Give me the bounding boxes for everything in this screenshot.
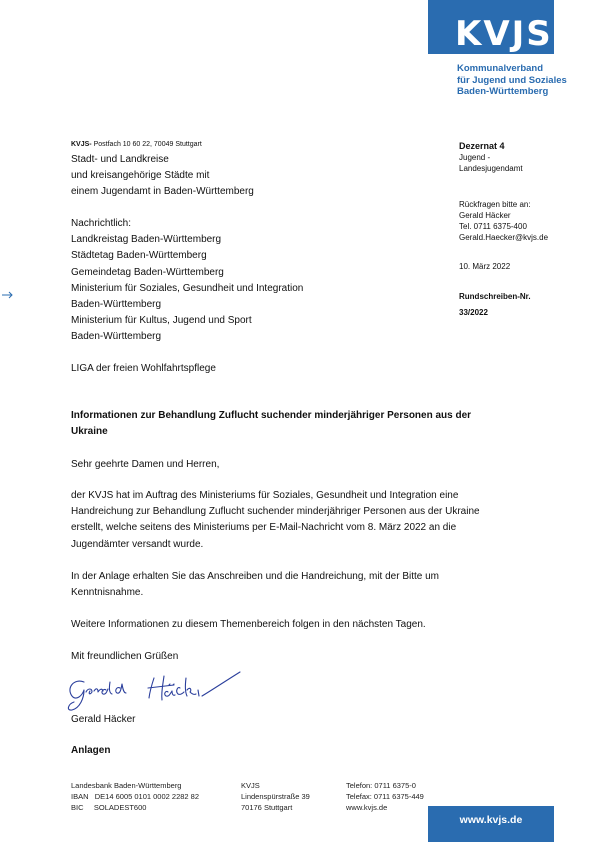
org-line: Baden-Württemberg	[457, 86, 549, 97]
footer-contact	[346, 780, 424, 813]
cc-line: Ministerium für Soziales, Gesundheit und Integration	[71, 282, 304, 294]
dept-title: Dezernat 4	[459, 141, 505, 151]
recipient-line: Stadt- und Landkreise	[71, 154, 169, 165]
liga-line: LIGA der freien Wohlfahrtspflege	[71, 363, 216, 374]
cc-label: Nachrichtlich:	[71, 218, 132, 229]
body-line: der KVJS hat im Auftrag des Ministeriums für Soziales, Gesundheit und Integration eine	[71, 490, 459, 501]
footer-address	[241, 780, 310, 813]
sidebar	[459, 141, 523, 174]
footer-line: BIC SOLADEST600	[71, 803, 147, 812]
sender-line: KVJS- Postfach 10 60 22, 70049 Stuttgart	[71, 141, 202, 148]
recipient-line: einem Jugendamt in Baden-Württemberg	[71, 186, 254, 198]
kvjs-logo: KVJS	[455, 14, 553, 54]
web-badge-link[interactable]: www.kvjs.de	[459, 814, 523, 826]
paragraph-1	[71, 488, 480, 553]
footer-line: Telefon: 0711 6375-0	[346, 781, 416, 790]
contact-tel: Tel. 0711 6375-400	[459, 222, 527, 231]
signer-name: Gerald Häcker	[71, 714, 136, 725]
cc-line: Städtetag Baden-Württemberg	[71, 250, 207, 262]
cc-line: Baden-Württemberg	[71, 331, 162, 343]
footer-line: Landesbank Baden-Württemberg	[71, 781, 182, 790]
recipient-line: und kreisangehörige Städte mit	[71, 170, 210, 182]
footer-line: Telefax: 0711 6375-449	[346, 792, 424, 801]
body-line: Jugendämter versandt wurde.	[71, 538, 204, 550]
margin-arrow-icon	[2, 291, 14, 299]
footer-line: IBAN DE14 6005 0101 0002 2282 82	[71, 792, 200, 801]
subject	[71, 408, 471, 440]
footer-line: Lindenspürstraße 39	[241, 792, 310, 801]
org-line: Kommunalverband	[457, 63, 544, 74]
circular-label: Rundschreiben-Nr.	[459, 292, 531, 301]
sender-address: Postfach 10 60 22, 70049 Stuttgart	[93, 141, 202, 148]
circular-block	[459, 289, 531, 321]
circular-number: 33/2022	[459, 308, 488, 317]
paragraph-3: Weitere Informationen zu diesem Themenbereich folgen in den nächsten Tagen.	[71, 619, 426, 630]
dept-sub: Landesjugendamt	[459, 164, 523, 173]
org-name	[457, 63, 567, 98]
footer-bank	[71, 780, 199, 813]
dept-sub: Jugend -	[459, 153, 491, 162]
footer-line: 70176 Stuttgart	[241, 803, 293, 812]
closing: Mit freundlichen Grüßen	[71, 651, 179, 662]
body-line: In der Anlage erhalten Sie das Anschreiben und die Handreichung, mit der Bitte um	[71, 571, 440, 582]
cc-line: Landkreistag Baden-Württemberg	[71, 234, 222, 246]
footer-line: KVJS	[241, 781, 260, 790]
letter-date: 10. März 2022	[459, 262, 511, 271]
contact-email: Gerald.Haecker@kvjs.de	[459, 233, 549, 242]
body-line: Handreichung zur Behandlung Zuflucht suchender minderjähriger Personen aus der Ukraine	[71, 506, 480, 518]
cc-line: Baden-Württemberg	[71, 299, 162, 311]
subject-line: Ukraine	[71, 426, 108, 438]
recipient-block	[71, 152, 254, 201]
contact-block	[459, 199, 548, 243]
cc-line: Ministerium für Kultus, Jugend und Sport	[71, 315, 252, 327]
sender-name: KVJS	[71, 141, 90, 148]
body-line: Kenntnisnahme.	[71, 587, 144, 599]
salutation: Sehr geehrte Damen und Herren,	[71, 459, 220, 470]
cc-line: Gemeindetag Baden-Württemberg	[71, 266, 224, 278]
signature-icon	[62, 664, 247, 714]
contact-name: Gerald Häcker	[459, 211, 511, 220]
attachments-heading: Anlagen	[71, 745, 111, 756]
org-line: für Jugend und Soziales	[457, 74, 567, 86]
footer-line: www.kvjs.de	[346, 803, 388, 812]
paragraph-2	[71, 569, 439, 601]
cc-block	[71, 216, 303, 346]
subject-line: Informationen zur Behandlung Zuflucht suchender minderjähriger Personen aus der	[71, 410, 472, 421]
body-line: erstellt, welche seitens des Ministeriums per E-Mail-Nachricht vom 8. März 2022 an die	[71, 522, 457, 534]
contact-label: Rückfragen bitte an:	[459, 200, 531, 209]
